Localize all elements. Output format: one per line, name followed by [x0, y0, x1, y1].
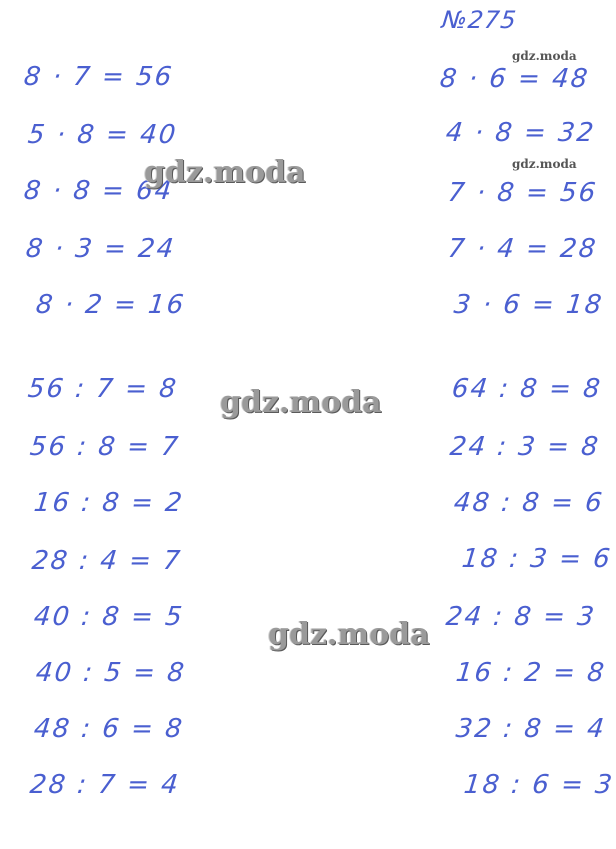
left-product-1: 8 · 7 = 56: [22, 62, 175, 92]
left-division-8: 28 : 7 = 4: [28, 770, 182, 800]
right-division-5: 24 : 8 = 3: [444, 602, 598, 632]
watermark: gdz.moda: [220, 385, 382, 420]
right-division-1: 64 : 8 = 8: [450, 374, 604, 404]
right-division-7: 32 : 8 = 4: [454, 714, 608, 744]
left-product-2: 5 · 8 = 40: [26, 120, 179, 150]
exercise-number: №275: [440, 6, 519, 34]
right-division-2: 24 : 3 = 8: [448, 432, 602, 462]
left-product-4: 8 · 3 = 24: [24, 234, 177, 264]
left-division-5: 40 : 8 = 5: [32, 602, 186, 632]
left-division-2: 56 : 8 = 7: [28, 432, 182, 462]
left-division-6: 40 : 5 = 8: [34, 658, 188, 688]
left-product-3: 8 · 8 = 64: [22, 176, 175, 206]
watermark: gdz.moda: [144, 155, 306, 190]
right-division-8: 18 : 6 = 3: [462, 770, 616, 800]
watermark: gdz.moda: [268, 617, 430, 652]
left-product-5: 8 · 2 = 16: [34, 290, 187, 320]
left-division-3: 16 : 8 = 2: [32, 488, 186, 518]
right-product-5: 3 · 6 = 18: [452, 290, 605, 320]
watermark-small: gdz.moda: [512, 49, 577, 63]
left-division-4: 28 : 4 = 7: [30, 546, 184, 576]
watermark-small: gdz.moda: [512, 157, 577, 171]
right-product-1: 8 · 6 = 48: [438, 64, 591, 94]
right-product-2: 4 · 8 = 32: [444, 118, 597, 148]
right-division-6: 16 : 2 = 8: [454, 658, 608, 688]
right-product-4: 7 · 4 = 28: [446, 234, 599, 264]
right-division-4: 18 : 3 = 6: [460, 544, 614, 574]
left-division-7: 48 : 6 = 8: [32, 714, 186, 744]
right-product-3: 7 · 8 = 56: [446, 178, 599, 208]
right-division-3: 48 : 8 = 6: [452, 488, 606, 518]
left-division-1: 56 : 7 = 8: [26, 374, 180, 404]
